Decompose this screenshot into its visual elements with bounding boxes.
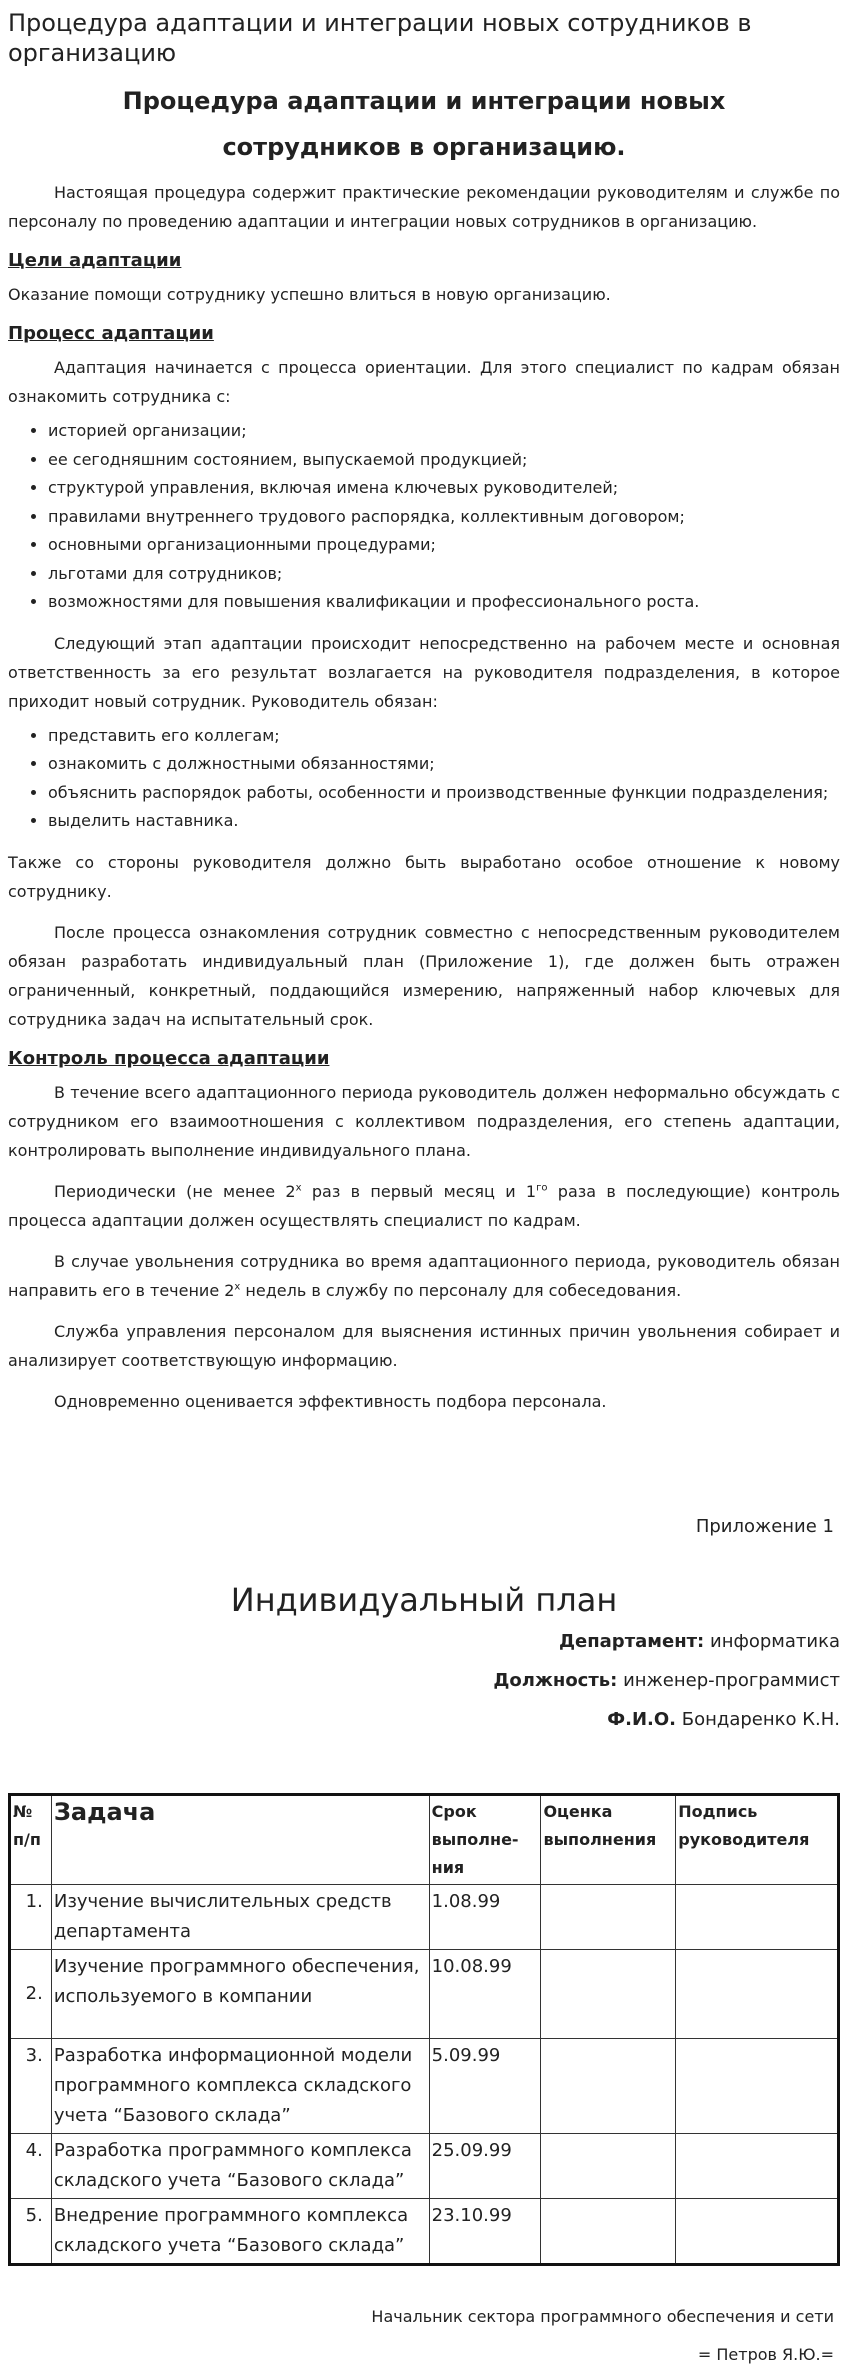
table-row [10,2133,839,2198]
intro-paragraph: Настоящая процедура содержит практические рекомендации руководителям и службе по персоналу по проведению адаптации и интеграции новых сотрудников в организацию. [8,183,840,231]
header-num: № п/п [10,1794,52,1884]
row-num: 1. [10,1884,52,1949]
row-task: Изучение вычислительных средств департамента [51,1884,429,1949]
table-row [10,1884,839,1949]
signoff-name: = Петров Я.Ю.= [697,2344,834,2364]
list-item: • историей организации; [48,417,840,446]
row-rating [541,2133,676,2198]
table-header-row [10,1794,839,1884]
list-item: • возможностями для повышения квалификации и профессионального роста. [48,588,840,617]
list-item: • выделить наставника. [48,807,840,836]
row-num: 3. [10,2038,52,2133]
row-date: 23.10.99 [429,2198,541,2264]
row-signature [676,2133,839,2198]
list-item: • правилами внутреннего трудового распорядка, коллективным договором; [48,503,840,532]
row-date: 1.08.99 [429,1884,541,1949]
table-row [10,2038,839,2133]
row-signature [676,1949,839,2038]
position-line: Должность: инженер-программист [493,1669,840,1691]
main-heading-line2: сотрудников в организацию. [222,133,626,161]
row-rating [541,2038,676,2133]
header-rating: Оценка выполнения [541,1794,676,1884]
row-task: Внедрение программного комплекса складского учета “Базового склада” [51,2198,429,2264]
control-paragraph-5: Одновременно оценивается эффективность подбора персонала. [54,1391,607,1411]
row-task: Разработка программного комплекса складского учета “Базового склада” [51,2133,429,2198]
row-date: 5.09.99 [429,2038,541,2133]
table-row [10,1949,839,2038]
goals-heading: Цели адаптации [8,250,182,271]
fio-line: Ф.И.О. Бондаренко К.Н. [607,1708,840,1730]
process-paragraph-4: После процесса ознакомления сотрудник совместно с непосредственным руководителем обязан разработать индивидуальный план (Приложение 1), где должен быть отражен ограниченный, конкретный, поддающийся измерению, напряженный набор ключевых для сотрудника задач на испытательный срок. [8,922,840,1029]
row-rating [541,1884,676,1949]
document-page [8,8,840,2374]
list-item: • представить его коллегам; [48,722,840,751]
header-deadline: Срок выполне-ния [429,1794,541,1884]
row-num: 4. [10,2133,52,2198]
process-heading: Процесс адаптации [8,323,214,344]
list-item: • льготами для сотрудников; [48,560,840,589]
row-task: Разработка информационной модели программного комплекса складского учета “Базового склада” [51,2038,429,2133]
plan-meta [8,1622,840,1739]
control-heading: Контроль процесса адаптации [8,1047,330,1069]
list-item: • ее сегодняшним состоянием, выпускаемой продукцией; [48,446,840,475]
plan-title: Индивидуальный план [230,1580,618,1619]
row-signature [676,2038,839,2133]
process-paragraph-1: Адаптация начинается с процесса ориентации. Для этого специалист по кадрам обязан ознакомить сотрудника с: [8,358,840,406]
manager-duties-list [8,722,840,836]
row-rating [541,2198,676,2264]
control-paragraph-2: Периодически (не менее $2^х$ раз в первый месяц и $1^{го}$ раза в последующие) контроль процесса адаптации должен осуществлять специалист по кадрам. [8,1181,840,1230]
control-paragraph-1: В течение всего адаптационного периода руководитель должен неформально обсуждать с сотрудником его взаимоотношения с коллективом подразделения, его степень адаптации, контролировать выполнение индивидуального плана. [8,1082,840,1160]
list-item: • объяснить распорядок работы, особенности и производственные функции подразделения; [48,779,840,808]
list-item: • ознакомить с должностными обязанностями; [48,750,840,779]
row-signature [676,2198,839,2264]
orientation-list [8,417,840,617]
plan-table [8,1793,840,2266]
row-task: Изучение программного обеспечения, используемого в компании [51,1949,429,2038]
signoff [8,2298,840,2374]
main-heading [8,78,840,170]
control-paragraph-3: В случае увольнения сотрудника во время адаптационного периода, руководитель обязан направить его в течение $2^х$ недель в службу по персоналу для собеседования. [8,1251,840,1300]
process-paragraph-2: Следующий этап адаптации происходит непосредственно на рабочем месте и основная ответственность за его результат возлагается на руководителя подразделения, в которое приходит новый сотрудник. Руководитель обязан: [8,633,840,711]
department-line: Департамент: информатика [558,1630,840,1652]
list-item: • структурой управления, включая имена ключевых руководителей; [48,474,840,503]
control-paragraph-4: Служба управления персоналом для выяснения истинных причин увольнения собирает и анализирует соответствующую информацию. [8,1321,840,1370]
row-signature [676,1884,839,1949]
row-date: 25.09.99 [429,2133,541,2198]
process-paragraph-3: Также со стороны руководителя должно быть выработано особое отношение к новому сотруднику. [8,852,840,901]
document-title: Процедура адаптации и интеграции новых сотрудников в организацию [8,9,752,67]
signoff-role: Начальник сектора программного обеспечения и сети [371,2306,834,2326]
main-heading-line1: Процедура адаптации и интеграции новых [122,87,726,115]
header-signature: Подпись руководителя [676,1794,839,1884]
row-num: 5. [10,2198,52,2264]
table-row [10,2198,839,2264]
appendix-label: Приложение 1 [695,1515,834,1537]
goals-paragraph: Оказание помощи сотруднику успешно влиться в новую организацию. [8,285,611,304]
row-num: 2. [10,1949,52,2038]
header-task: Задача [51,1794,429,1884]
row-date: 10.08.99 [429,1949,541,2038]
row-rating [541,1949,676,2038]
list-item: • основными организационными процедурами; [48,531,840,560]
